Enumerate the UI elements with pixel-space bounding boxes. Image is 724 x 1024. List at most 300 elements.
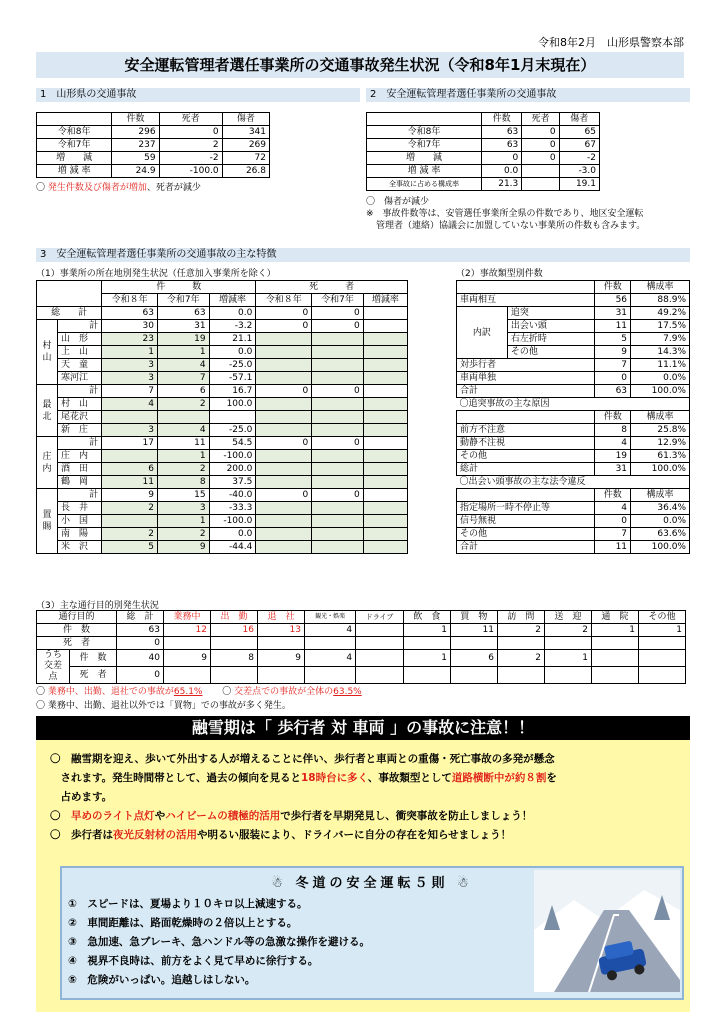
table-header: 令和８年	[102, 294, 158, 307]
table-header: 件数	[112, 113, 159, 126]
table-cell: 0	[481, 152, 521, 165]
table-cell: 0	[256, 385, 312, 398]
table-row	[37, 650, 686, 667]
table-cell: 5	[595, 333, 631, 346]
table-cell: 63	[158, 307, 210, 320]
table-cell: 11.1%	[631, 359, 690, 372]
table-cell	[497, 667, 544, 684]
table-cell	[158, 411, 210, 424]
table-row	[457, 372, 690, 385]
table-cell: 24.9	[112, 165, 159, 178]
table-header	[37, 113, 112, 126]
table-cell: 0	[312, 320, 364, 333]
table-cell	[256, 502, 312, 515]
table-cell	[211, 667, 258, 684]
table-header: 件 数	[102, 281, 256, 294]
table-row	[367, 126, 600, 139]
table-cell: 14.3%	[631, 346, 690, 359]
table-cell	[356, 624, 404, 637]
table-cell	[522, 178, 559, 191]
table-cell: 2	[102, 528, 158, 541]
table-cell: 59	[112, 152, 159, 165]
table-cell	[312, 450, 364, 463]
table-header: 令和7年	[312, 294, 364, 307]
table-cell: 合計	[457, 385, 595, 398]
table-cell	[363, 463, 407, 476]
table-cell	[102, 450, 158, 463]
purpose-table-title: （3）主な通行目的別発生状況	[36, 601, 159, 611]
table-cell: 63.6%	[631, 528, 690, 541]
table-header: 訪 問	[497, 611, 544, 624]
table-cell: 8	[158, 476, 210, 489]
table-cell	[638, 650, 685, 667]
table-cell: -100.0	[209, 450, 256, 463]
winter-warning-band: 融雪期は「 歩行者 対 車両 」の事故に注意！！	[36, 716, 690, 740]
table-cell: 2	[544, 624, 591, 637]
table-cell	[312, 359, 364, 372]
table-cell	[591, 637, 638, 650]
table-cell: 16.7	[209, 385, 256, 398]
table-cell: 63	[117, 624, 164, 637]
table-cell	[363, 385, 407, 398]
table-cell: 天 童	[58, 359, 102, 372]
table-cell: 増 減 率	[37, 165, 112, 178]
table-header: 出 勤	[211, 611, 258, 624]
table-cell	[450, 637, 497, 650]
table-row	[37, 637, 686, 650]
table-header: 件数	[595, 281, 631, 294]
section-3-title: 3 安全運転管理者選任事業所の交通事故の主な特徴	[36, 248, 690, 262]
table-cell	[591, 650, 638, 667]
table-header: 死者	[522, 113, 559, 126]
table-row	[457, 424, 690, 437]
table-header: 令和7年	[158, 294, 210, 307]
table-cell	[363, 424, 407, 437]
table-cell: 死 者	[37, 637, 117, 650]
table-row	[37, 515, 408, 528]
table-row	[37, 489, 408, 502]
table-cell: 南 陽	[58, 528, 102, 541]
table-cell: 新 庄	[58, 424, 102, 437]
table-cell: -57.1	[209, 372, 256, 385]
table-cell: 19	[158, 333, 210, 346]
table-cell: 2	[497, 650, 544, 667]
table-cell	[256, 359, 312, 372]
table-header: 件数	[595, 411, 631, 424]
table-cell	[403, 637, 450, 650]
table-row	[37, 126, 270, 139]
table-row	[37, 667, 686, 684]
table-row	[37, 307, 408, 320]
table-cell	[256, 463, 312, 476]
table-cell: 72	[222, 152, 269, 165]
section-2-table	[366, 112, 600, 191]
table-cell: 11	[102, 476, 158, 489]
table-cell	[256, 450, 312, 463]
winter-rule-item: ③ 急加速、急ブレーキ、急ハンドル等の急激な操作を避ける。	[68, 936, 371, 948]
table-cell: 0.0	[481, 165, 521, 178]
table-cell	[305, 667, 356, 684]
table-row	[37, 411, 408, 424]
table-header: 観光・娯楽	[305, 611, 356, 624]
table-cell: 0.0%	[631, 515, 690, 528]
table-cell	[363, 398, 407, 411]
table-cell: 0	[312, 385, 364, 398]
table-cell: 7	[158, 372, 210, 385]
table-row	[367, 178, 600, 191]
table-cell: 庄 内	[58, 450, 102, 463]
section-2-title: 2 安全運転管理者選任事業所の交通事故	[366, 88, 690, 102]
table-cell	[591, 667, 638, 684]
table-cell: 26.8	[222, 165, 269, 178]
purpose-note-1: 〇 業務中、出勤、退社での事故が65.1% 〇 交差点での事故が全体の63.5%	[36, 687, 362, 697]
table-cell	[356, 650, 404, 667]
table-cell: 動静不注視	[457, 437, 595, 450]
table-cell: 0	[522, 152, 559, 165]
table-header: 構成率	[631, 411, 690, 424]
table-cell: 4	[595, 502, 631, 515]
table-header: 件数	[595, 489, 631, 502]
table-cell: 63	[595, 385, 631, 398]
table-cell: 0	[256, 320, 312, 333]
table-cell: 4	[305, 650, 356, 667]
table-cell: 計	[58, 320, 102, 333]
table-cell: 前方不注意	[457, 424, 595, 437]
winter-panel: 〇 融雪期を迎え、歩いて外出する人が増えることに伴い、歩行者と車両との重傷・死亡事故の多発が懸念 されます。発生時間帯として、過去の傾向を見ると18時台に多く、事故類型として道路横断中が約８割を 占めます。 〇 早めのライト点灯やハイビームの積極的活用で歩行者を早期発見し、衝突事故を防止しましょう！ 〇 歩行者は夜光反射材の活用や明るい服装により、ドライバーに自分の存在を知らせましょう！	[36, 740, 690, 1012]
table-cell: 12	[164, 624, 211, 637]
table-cell: 67	[559, 139, 599, 152]
table-cell: 0	[312, 437, 364, 450]
table-cell: 山 形	[58, 333, 102, 346]
table-cell: 追突	[507, 307, 594, 320]
table-cell: 0.0	[209, 346, 256, 359]
table-cell: 右左折時	[507, 333, 594, 346]
table-cell: 1	[403, 624, 450, 637]
table-cell: 1	[158, 346, 210, 359]
table-cell: 0	[595, 515, 631, 528]
table-cell: 88.9%	[631, 294, 690, 307]
table-cell: 尾花沢	[58, 411, 102, 424]
table-cell: 23	[102, 333, 158, 346]
table-cell: 0.0	[209, 528, 256, 541]
table-cell: 16	[211, 624, 258, 637]
table-cell: -3.2	[209, 320, 256, 333]
table-row	[37, 624, 686, 637]
table-cell: 計	[58, 437, 102, 450]
table-cell	[256, 372, 312, 385]
table-cell: 令和8年	[367, 126, 482, 139]
table-cell: 指定場所一時不停止等	[457, 502, 595, 515]
table-cell: 6	[450, 650, 497, 667]
table-cell	[164, 637, 211, 650]
winter-rule-item: ① スピードは、夏場より１０キロ以上減速する。	[68, 898, 308, 910]
table-cell	[312, 476, 364, 489]
table-cell: 4	[305, 624, 356, 637]
breakdown-label: 内訳	[457, 307, 508, 359]
table-cell: 2	[158, 398, 210, 411]
table-cell: 12.9%	[631, 437, 690, 450]
table-cell	[497, 637, 544, 650]
table-header	[367, 113, 482, 126]
table-cell	[363, 346, 407, 359]
table-header: 飲 食	[403, 611, 450, 624]
subtable-title: 〇追突事故の主な原因	[457, 398, 690, 411]
table-header: 総 計	[117, 611, 164, 624]
table-cell: 19	[595, 450, 631, 463]
intersection-label: うち交差点	[37, 650, 70, 684]
table-cell: 4	[158, 424, 210, 437]
table-cell: 31	[595, 307, 631, 320]
table-cell: 2	[158, 528, 210, 541]
table-cell: その他	[457, 450, 595, 463]
table-cell	[522, 165, 559, 178]
table-cell: 3	[102, 372, 158, 385]
table-cell	[312, 372, 364, 385]
table-cell	[256, 333, 312, 346]
table-cell: 2	[102, 502, 158, 515]
table-cell: 63	[481, 126, 521, 139]
table-cell: 村 山	[58, 398, 102, 411]
type-table	[456, 280, 690, 554]
table-row	[457, 541, 690, 554]
table-cell	[209, 411, 256, 424]
table-cell: 9	[595, 346, 631, 359]
table-header: その他	[638, 611, 685, 624]
table-cell: 酒 田	[58, 463, 102, 476]
table-row	[367, 139, 600, 152]
table-row	[457, 385, 690, 398]
table-cell: -2	[159, 152, 222, 165]
table-cell: 0	[312, 307, 364, 320]
table-cell: 100.0	[209, 398, 256, 411]
table-header: 送 迎	[544, 611, 591, 624]
table-cell: -100.0	[209, 515, 256, 528]
table-cell: 7	[595, 528, 631, 541]
purpose-table	[36, 610, 686, 684]
section-2-notes: 〇 傷者が減少 ※ 事故件数等は、安管選任事業所全県の件数であり、地区安全運転 管理者（連絡）協議会に加盟していない事業所の件数も含みます。	[366, 197, 646, 231]
table-cell: 件 数	[70, 650, 117, 667]
table-row	[37, 152, 270, 165]
table-header: 傷者	[222, 113, 269, 126]
table-cell	[312, 463, 364, 476]
table-header: 退 社	[258, 611, 305, 624]
purpose-note-2: 〇 業務中、出勤、退社以外では「買物」での事故が多く発生。	[36, 701, 291, 711]
table-cell: 65	[559, 126, 599, 139]
table-cell: 9	[258, 650, 305, 667]
table-cell: 13	[258, 624, 305, 637]
table-cell: 計	[58, 489, 102, 502]
table-cell: 0	[522, 126, 559, 139]
table-cell: 合計	[457, 541, 595, 554]
table-header	[457, 489, 595, 502]
winter-rule-item: ② 車間距離は、路面乾燥時の２倍以上とする。	[68, 917, 298, 929]
table-header: 件数	[481, 113, 521, 126]
table-row	[37, 165, 270, 178]
table-cell	[544, 667, 591, 684]
table-row	[37, 437, 408, 450]
table-header: 構成率	[631, 489, 690, 502]
table-header: 構成率	[631, 281, 690, 294]
table-row	[367, 152, 600, 165]
table-cell: 25.8%	[631, 424, 690, 437]
table-cell: 21.3	[481, 178, 521, 191]
table-cell	[363, 372, 407, 385]
table-cell	[256, 515, 312, 528]
table-cell: 4	[158, 359, 210, 372]
table-row	[37, 385, 408, 398]
table-cell	[312, 398, 364, 411]
region-table-title: （1）事業所の所在地別発生状況（任意加入事業所を除く）	[36, 269, 276, 279]
table-row	[37, 424, 408, 437]
table-cell: 4	[102, 398, 158, 411]
table-cell	[638, 667, 685, 684]
table-row	[457, 502, 690, 515]
winter-rules-title: ☃ 冬道の安全運転５則 ☃	[271, 876, 473, 891]
table-cell: 200.0	[209, 463, 256, 476]
table-cell	[256, 346, 312, 359]
table-cell: -3.0	[559, 165, 599, 178]
table-cell: 40	[117, 650, 164, 667]
table-cell	[363, 437, 407, 450]
table-row	[457, 515, 690, 528]
table-header: 増減率	[363, 294, 407, 307]
table-cell: 296	[112, 126, 159, 139]
table-header: 増減率	[209, 294, 256, 307]
region-name: 最北	[37, 385, 58, 437]
table-cell	[256, 541, 312, 554]
table-cell: 信号無視	[457, 515, 595, 528]
table-cell	[312, 424, 364, 437]
table-row	[457, 463, 690, 476]
snow-road-car-illustration	[534, 870, 680, 992]
table-row	[457, 437, 690, 450]
table-cell: 上 山	[58, 346, 102, 359]
table-cell: 寒河江	[58, 372, 102, 385]
table-cell: 9	[102, 489, 158, 502]
region-name: 置賜	[37, 489, 58, 554]
table-cell: 対歩行者	[457, 359, 595, 372]
table-cell	[450, 667, 497, 684]
table-cell	[363, 541, 407, 554]
table-cell	[544, 637, 591, 650]
table-header: 買 物	[450, 611, 497, 624]
table-cell: 0	[117, 667, 164, 684]
table-cell: 1	[158, 450, 210, 463]
table-cell	[312, 502, 364, 515]
table-cell: 36.4%	[631, 502, 690, 515]
table-cell	[363, 333, 407, 346]
table-cell	[356, 637, 404, 650]
table-cell	[258, 637, 305, 650]
winter-rule-item: ⑤ 危険がいっぱい。追越しはしない。	[68, 974, 256, 986]
table-cell: 4	[595, 437, 631, 450]
table-cell	[305, 637, 356, 650]
table-header	[37, 281, 102, 307]
table-cell: 鶴 岡	[58, 476, 102, 489]
table-cell: 全事故に占める構成率	[367, 178, 482, 191]
section-1-table	[36, 112, 270, 178]
table-cell: 小 国	[58, 515, 102, 528]
table-row	[457, 528, 690, 541]
table-cell: 5	[102, 541, 158, 554]
table-cell	[258, 667, 305, 684]
table-cell: 0.0%	[631, 372, 690, 385]
table-cell	[312, 528, 364, 541]
table-cell	[363, 450, 407, 463]
table-cell: 61.3%	[631, 450, 690, 463]
table-cell	[363, 528, 407, 541]
table-cell: 30	[102, 320, 158, 333]
table-cell: 0	[522, 139, 559, 152]
table-cell	[363, 307, 407, 320]
table-cell: 56	[595, 294, 631, 307]
table-cell: 31	[595, 463, 631, 476]
table-cell: 増 減	[37, 152, 112, 165]
table-cell: 1	[102, 346, 158, 359]
table-cell: その他	[507, 346, 594, 359]
table-row	[37, 450, 408, 463]
table-cell	[312, 333, 364, 346]
table-cell: 63	[481, 139, 521, 152]
table-cell: -25.0	[209, 424, 256, 437]
table-cell	[256, 398, 312, 411]
region-name: 庄内	[37, 437, 58, 489]
table-header	[457, 281, 595, 294]
table-cell: 米 沢	[58, 541, 102, 554]
table-row	[37, 372, 408, 385]
table-row	[37, 398, 408, 411]
table-cell: 269	[222, 139, 269, 152]
table-cell: 63	[102, 307, 158, 320]
table-cell	[363, 502, 407, 515]
table-cell: 19.1	[559, 178, 599, 191]
table-cell	[312, 346, 364, 359]
table-header: 令和８年	[256, 294, 312, 307]
table-cell: 11	[595, 320, 631, 333]
table-header: 通 院	[591, 611, 638, 624]
table-cell: 17.5%	[631, 320, 690, 333]
table-row	[457, 307, 690, 320]
table-cell: -33.3	[209, 502, 256, 515]
table-cell: 件 数	[37, 624, 117, 637]
table-cell: 0	[256, 437, 312, 450]
table-cell: 0.0	[209, 307, 256, 320]
table-cell	[256, 411, 312, 424]
table-row	[37, 476, 408, 489]
table-cell	[356, 667, 404, 684]
table-cell	[363, 515, 407, 528]
table-cell: 17	[102, 437, 158, 450]
table-cell: 1	[591, 624, 638, 637]
table-cell	[638, 637, 685, 650]
table-cell: 54.5	[209, 437, 256, 450]
issue-date: 令和8年2月 山形県警察本部	[538, 36, 684, 49]
table-cell: 令和7年	[37, 139, 112, 152]
table-row	[37, 502, 408, 515]
table-cell: 9	[164, 650, 211, 667]
type-table-title: （2）事故類型別件数	[456, 269, 543, 279]
table-header: 通行目的	[37, 611, 117, 624]
table-row	[37, 359, 408, 372]
table-cell: 6	[102, 463, 158, 476]
table-cell: -2	[559, 152, 599, 165]
table-cell	[363, 476, 407, 489]
table-cell: 11	[158, 437, 210, 450]
table-cell: 15	[158, 489, 210, 502]
table-cell: 1	[544, 650, 591, 667]
table-cell: 8	[211, 650, 258, 667]
table-cell: 長 井	[58, 502, 102, 515]
